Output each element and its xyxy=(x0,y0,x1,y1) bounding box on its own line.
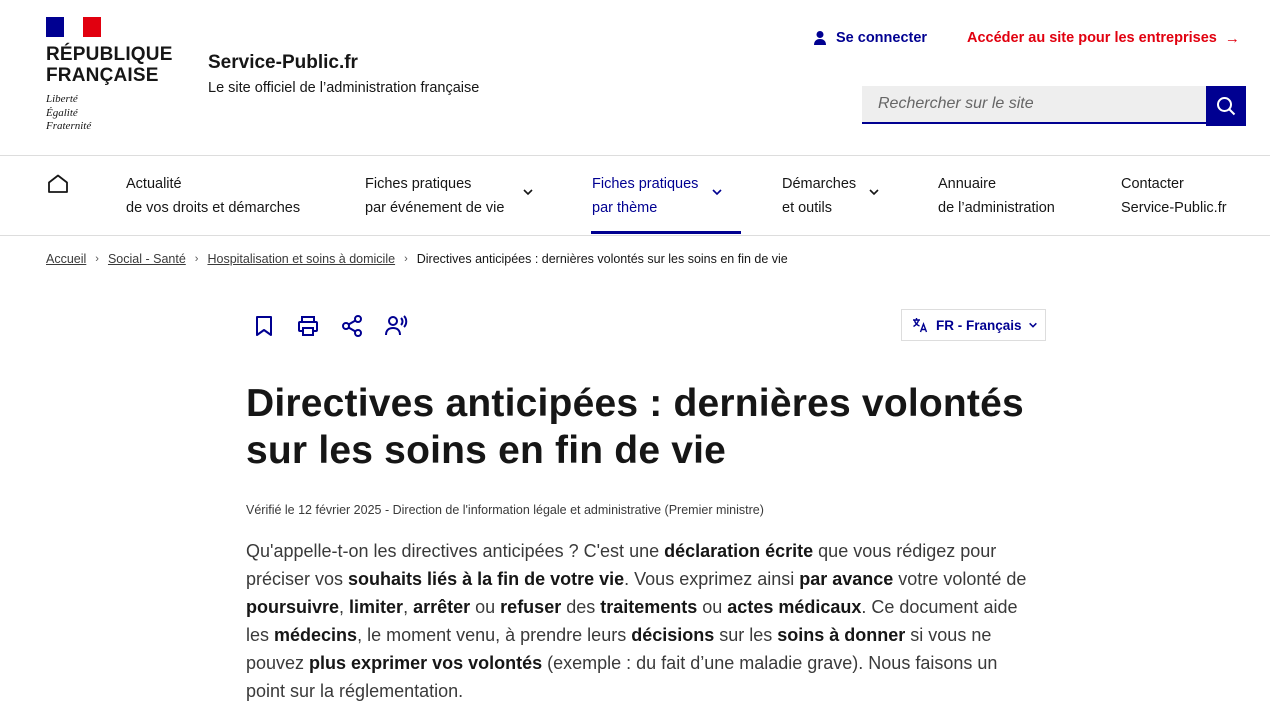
intro-bold: déclaration écrite xyxy=(664,541,814,561)
verification-date: Vérifié le 12 février 2025 - Direction de l'information légale et administrative (Premier ministre) xyxy=(246,503,764,517)
republic-line: RÉPUBLIQUE xyxy=(46,44,173,65)
nav-active-indicator xyxy=(591,231,741,234)
breadcrumb-current: Directives anticipées : dernières volontés sur les soins en fin de vie xyxy=(416,252,788,266)
intro-bold: refuser xyxy=(500,597,562,617)
chevron-right-icon: › xyxy=(404,253,408,265)
nav-item-demarches[interactable] xyxy=(782,172,856,220)
intro-bold: actes médicaux xyxy=(727,597,862,617)
translate-icon xyxy=(912,317,928,333)
business-link-label: Accéder au site pour les entreprises xyxy=(967,30,1217,46)
nav-line: Contacter xyxy=(1121,176,1184,192)
nav-line: Actualité xyxy=(126,176,182,192)
intro-bold: poursuivre xyxy=(246,597,340,617)
intro-text: si vous ne pouvez xyxy=(246,625,992,673)
chevron-down-icon xyxy=(711,186,723,198)
nav-line: Fiches pratiques xyxy=(592,176,699,192)
share-icon[interactable] xyxy=(340,314,364,338)
language-label: FR - Français xyxy=(936,317,1022,333)
motto xyxy=(46,93,91,134)
nav-line: Service-Public.fr xyxy=(1121,200,1227,216)
intro-bold: plus exprimer vos volontés xyxy=(309,653,543,673)
nav-item-annuaire[interactable] xyxy=(938,172,1055,220)
breadcrumb-link[interactable]: Hospitalisation et soins à domicile xyxy=(207,252,396,266)
intro-text: , le moment venu, à prendre leurs xyxy=(357,625,632,645)
motto-line: Égalité xyxy=(46,106,78,119)
intro-text: des xyxy=(561,597,601,617)
intro-text: , xyxy=(403,597,414,617)
motto-line: Liberté xyxy=(46,93,78,105)
intro-bold: par avance xyxy=(799,569,894,589)
title-line: Directives anticipées : dernières volontés xyxy=(246,382,1024,425)
arrow-right-icon: → xyxy=(1224,29,1240,47)
breadcrumb-link[interactable]: Accueil xyxy=(46,252,87,266)
intro-text: . Ce document aide les xyxy=(246,597,1018,645)
nav-divider-top xyxy=(0,155,1270,156)
site-name[interactable]: Service-Public.fr xyxy=(208,52,358,73)
nav-item-actualite[interactable] xyxy=(126,172,300,220)
nav-line: de l’administration xyxy=(938,200,1055,216)
nav-divider-bottom xyxy=(0,235,1270,236)
search-icon xyxy=(1216,96,1236,116)
intro-text: votre volonté de xyxy=(893,569,1027,589)
nav-line: Annuaire xyxy=(938,176,997,192)
intro-paragraph xyxy=(246,537,1036,705)
nav-line: Fiches pratiques xyxy=(365,176,472,192)
intro-bold: médecins xyxy=(274,625,358,645)
search-box xyxy=(862,86,1207,124)
intro-text: (exemple : du fait d’une maladie grave). Nous faisons un point sur la réglementation. xyxy=(246,653,998,701)
chevron-down-icon xyxy=(522,186,534,198)
nav-item-contacter[interactable] xyxy=(1121,172,1227,220)
title-line: sur les soins en fin de vie xyxy=(246,429,727,472)
intro-text: . Vous exprimez ainsi xyxy=(624,569,800,589)
search-button[interactable] xyxy=(1206,86,1246,126)
intro-bold: limiter xyxy=(349,597,404,617)
chevron-down-icon xyxy=(868,186,880,198)
breadcrumb xyxy=(46,252,788,266)
search-input[interactable] xyxy=(862,86,1207,122)
marianne-flag-logo xyxy=(46,17,101,37)
listen-icon[interactable] xyxy=(384,314,408,338)
nav-item-theme[interactable] xyxy=(592,172,698,220)
chevron-down-icon xyxy=(1028,320,1038,330)
intro-bold: soins à donner xyxy=(777,625,906,645)
intro-text: ou xyxy=(470,597,501,617)
user-icon xyxy=(812,30,828,46)
intro-text: , xyxy=(339,597,350,617)
motto-line: Fraternité xyxy=(46,120,92,132)
intro-bold: décisions xyxy=(631,625,715,645)
republic-line: FRANÇAISE xyxy=(46,65,159,86)
intro-bold: traitements xyxy=(600,597,698,617)
login-label: Se connecter xyxy=(836,30,928,46)
login-link[interactable] xyxy=(812,28,927,48)
nav-line: et outils xyxy=(782,200,832,216)
home-icon[interactable] xyxy=(46,172,70,196)
chevron-right-icon: › xyxy=(194,253,199,265)
page-title xyxy=(246,380,1066,474)
nav-line: Démarches xyxy=(782,176,857,192)
site-tagline: Le site officiel de l’administration française xyxy=(208,80,480,96)
republique-francaise-name[interactable] xyxy=(46,44,173,86)
breadcrumb-link[interactable]: Social - Santé xyxy=(107,252,186,266)
intro-text: que vous rédigez pour préciser vos xyxy=(246,541,997,589)
intro-bold: arrêter xyxy=(413,597,471,617)
nav-line: par événement de vie xyxy=(365,200,505,216)
nav-line: de vos droits et démarches xyxy=(126,200,301,216)
bookmark-icon[interactable] xyxy=(252,314,276,338)
business-site-link[interactable] xyxy=(967,28,1240,48)
intro-text: ou xyxy=(697,597,728,617)
intro-bold: souhaits liés à la fin de votre vie xyxy=(348,569,625,589)
intro-text: sur les xyxy=(714,625,778,645)
nav-line: par thème xyxy=(592,200,658,216)
chevron-right-icon: › xyxy=(95,253,99,265)
language-selector[interactable] xyxy=(901,309,1046,341)
intro-text: Qu'appelle-t-on les directives anticipées ? C'est une xyxy=(246,541,665,561)
print-icon[interactable] xyxy=(296,314,320,338)
nav-item-evenement[interactable] xyxy=(365,172,504,220)
